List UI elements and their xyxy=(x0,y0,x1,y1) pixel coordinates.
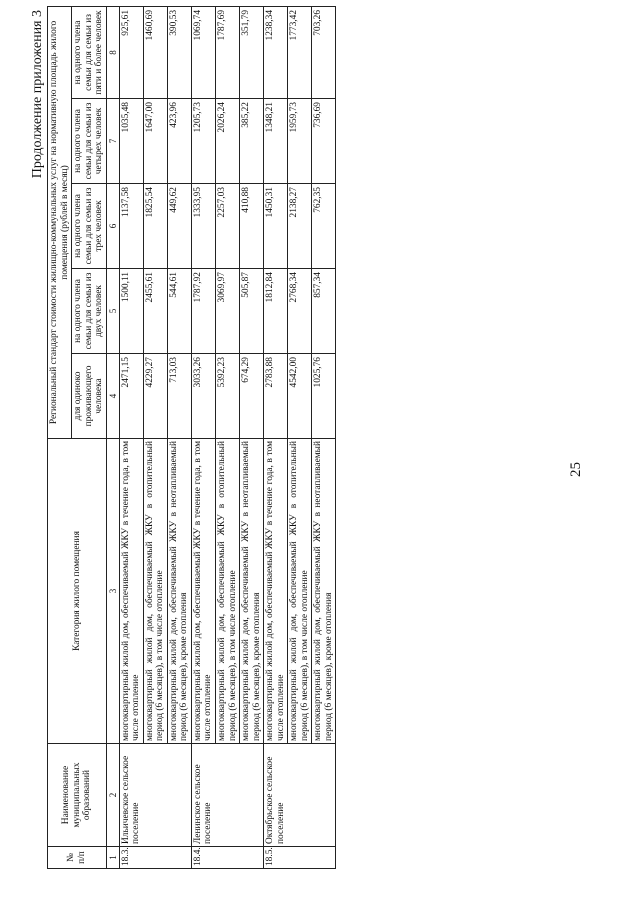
col-number: 3 xyxy=(106,439,119,744)
value-cell: 703,26 xyxy=(312,6,336,98)
row-category: многоквартирный жилой дом, обеспечиваемый ЖКУ в течение года, в том числе отопление xyxy=(264,439,288,744)
page-number: 25 xyxy=(568,462,584,477)
value-cell: 3033,26 xyxy=(191,354,215,439)
value-cell: 544,61 xyxy=(167,269,191,354)
value-cell: 857,34 xyxy=(312,269,336,354)
table-row xyxy=(167,6,191,868)
table-row xyxy=(240,6,264,868)
value-cell: 505,87 xyxy=(240,269,264,354)
group-name: Ильичевское сельское поселение xyxy=(119,744,191,847)
table-row xyxy=(143,6,167,868)
group-num: 18.4. xyxy=(191,847,263,869)
row-category: многоквартирный жилой дом, обеспечиваемый ЖКУ в отопительный период (6 месяцев), в том числе отопление xyxy=(143,439,167,744)
value-cell: 1500,11 xyxy=(119,269,143,354)
appendix-title: Продолжение приложения 3 xyxy=(30,10,45,179)
value-cell: 1025,76 xyxy=(312,354,336,439)
table-row xyxy=(119,6,143,868)
table-row xyxy=(215,6,239,868)
table-row xyxy=(312,6,336,868)
value-cell: 2026,24 xyxy=(215,99,239,184)
value-cell: 762,35 xyxy=(312,184,336,269)
value-cell: 4229,27 xyxy=(143,354,167,439)
table-row xyxy=(264,6,288,868)
value-cell: 1959,73 xyxy=(288,99,312,184)
row-category: многоквартирный жилой дом, обеспечиваемый ЖКУ в течение года, в том числе отопление xyxy=(191,439,215,744)
header-sub-4: на одного члена семьи для семьи из четырех человек xyxy=(72,99,107,184)
value-cell: 1348,21 xyxy=(264,99,288,184)
value-cell: 423,96 xyxy=(167,99,191,184)
row-category: многоквартирный жилой дом, обеспечиваемый ЖКУ в неотапливаемый период (6 месяцев), кроме отопления xyxy=(312,439,336,744)
row-category: многоквартирный жилой дом, обеспечиваемый ЖКУ в неотапливаемый период (6 месяцев), кроме отопления xyxy=(167,439,191,744)
header-sub-2: на одного члена семьи для семьи из двух человек xyxy=(72,269,107,354)
value-cell: 2768,34 xyxy=(288,269,312,354)
value-cell: 2257,03 xyxy=(215,184,239,269)
row-category: многоквартирный жилой дом, обеспечиваемый ЖКУ в отопительный период (6 месяцев), в том числе отопление xyxy=(288,439,312,744)
standards-table xyxy=(47,6,336,869)
value-cell: 2783,88 xyxy=(264,354,288,439)
col-number: 7 xyxy=(106,99,119,184)
header-num: № п/п xyxy=(48,847,107,869)
table-body xyxy=(119,6,336,868)
group-num: 18.5. xyxy=(264,847,336,869)
value-cell: 390,53 xyxy=(167,6,191,98)
header-municipality: Наименование муниципальных образований xyxy=(48,744,107,847)
header-category: Категория жилого помещения xyxy=(48,439,107,744)
value-cell: 736,69 xyxy=(312,99,336,184)
value-cell: 5392,23 xyxy=(215,354,239,439)
value-cell: 1205,73 xyxy=(191,99,215,184)
col-number: 1 xyxy=(106,847,119,869)
value-cell: 674,29 xyxy=(240,354,264,439)
value-cell: 2138,27 xyxy=(288,184,312,269)
col-number: 5 xyxy=(106,269,119,354)
group-name: Октябрьское сельское поселение xyxy=(264,744,336,847)
value-cell: 1238,34 xyxy=(264,6,288,98)
value-cell: 1035,48 xyxy=(119,99,143,184)
col-number: 4 xyxy=(106,354,119,439)
value-cell: 1450,31 xyxy=(264,184,288,269)
col-number: 8 xyxy=(106,6,119,98)
value-cell: 1773,42 xyxy=(288,6,312,98)
value-cell: 1333,95 xyxy=(191,184,215,269)
value-cell: 351,79 xyxy=(240,6,264,98)
col-number: 6 xyxy=(106,184,119,269)
value-cell: 3069,97 xyxy=(215,269,239,354)
value-cell: 2471,15 xyxy=(119,354,143,439)
value-cell: 1787,69 xyxy=(215,6,239,98)
table-row xyxy=(288,6,312,868)
value-cell: 925,61 xyxy=(119,6,143,98)
value-cell: 1069,74 xyxy=(191,6,215,98)
group-name: Ленинское сельское поселение xyxy=(191,744,263,847)
value-cell: 385,22 xyxy=(240,99,264,184)
row-category: многоквартирный жилой дом, обеспечиваемый ЖКУ в течение года, в том числе отопление xyxy=(119,439,143,744)
header-standard: Региональный стандарт стоимости жилищно-коммунальных услуг на нормативную площадь жилого помещения (рублей в месяц) xyxy=(48,6,72,438)
col-number: 2 xyxy=(106,744,119,847)
value-cell: 1647,00 xyxy=(143,99,167,184)
row-category: многоквартирный жилой дом, обеспечиваемый ЖКУ в отопительный период (6 месяцев), в том числе отопление xyxy=(215,439,239,744)
table-row xyxy=(191,6,215,868)
header-sub-1: для одиноко проживающего человека xyxy=(72,354,107,439)
value-cell: 449,62 xyxy=(167,184,191,269)
value-cell: 1460,69 xyxy=(143,6,167,98)
header-sub-3: на одного члена семьи для семьи из трех человек xyxy=(72,184,107,269)
value-cell: 2455,61 xyxy=(143,269,167,354)
value-cell: 1137,58 xyxy=(119,184,143,269)
header-sub-5: на одного члена семьи для семьи из пяти и более человек xyxy=(72,6,107,98)
value-cell: 1787,92 xyxy=(191,269,215,354)
value-cell: 4542,00 xyxy=(288,354,312,439)
value-cell: 410,88 xyxy=(240,184,264,269)
value-cell: 1812,84 xyxy=(264,269,288,354)
group-num: 18.3. xyxy=(119,847,191,869)
value-cell: 1825,54 xyxy=(143,184,167,269)
value-cell: 713,03 xyxy=(167,354,191,439)
row-category: многоквартирный жилой дом, обеспечиваемый ЖКУ в неотапливаемый период (6 месяцев), кроме отопления xyxy=(240,439,264,744)
